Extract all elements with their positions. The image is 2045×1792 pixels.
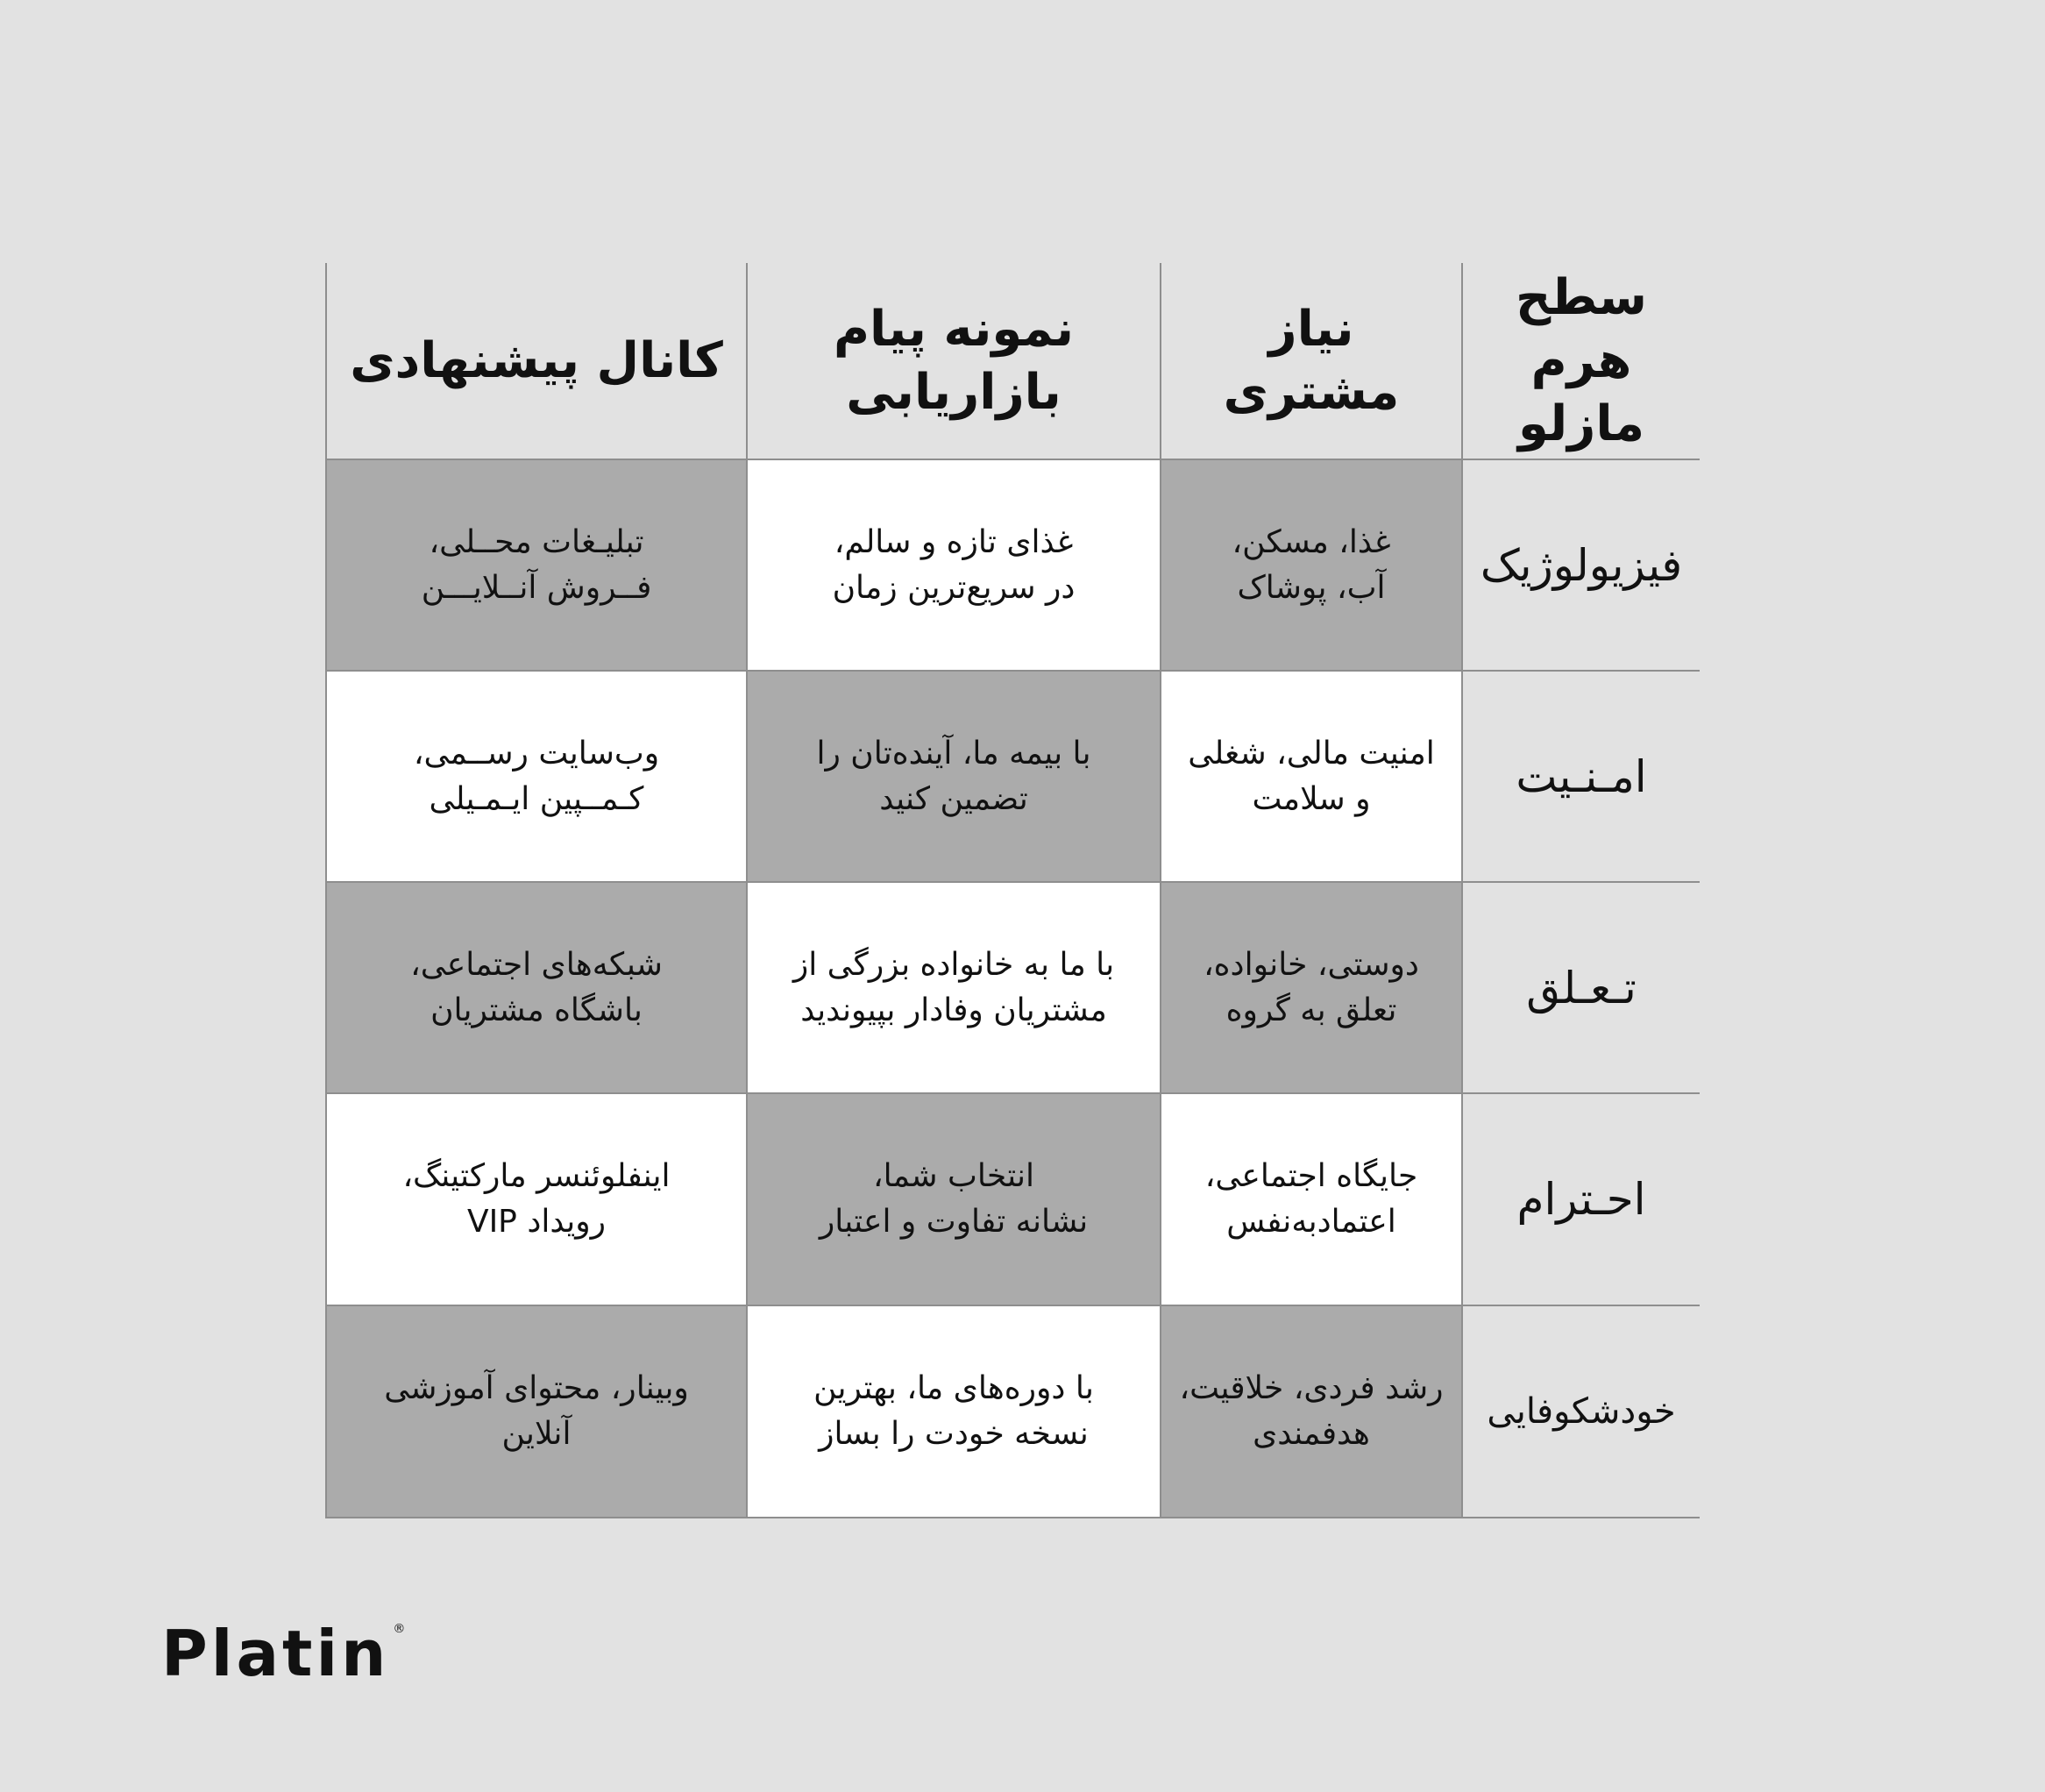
logo-text: Platin [161,1617,390,1690]
row-3-channel: شبکه‌های اجتماعی، باشگاه مشتریان [325,883,746,1094]
platin-logo [161,1618,405,1689]
row-2-need: امنیت مالی، شغلی و سلامت [1160,672,1461,883]
row-4-level: احـترام [1461,1094,1700,1306]
header-channel: کانال پیشنهادی [325,263,746,460]
maslow-marketing-table [325,263,1700,1518]
row-4-message: انتخاب شما، نشانه تفاوت و اعتبار [746,1094,1160,1306]
row-5-need: رشد فردی، خلاقیت، هدفمندی [1160,1306,1461,1518]
header-message: نمونه پیام بازاریابی [746,263,1160,460]
row-2-message: با بیمه ما، آینده‌تان را تضمین کنید [746,672,1160,883]
row-4-channel: اینفلوئنسر مارکتینگ، رویداد VIP [325,1094,746,1306]
registered-mark-icon: ® [393,1622,406,1636]
row-1-level: فیزیولوژیک [1461,460,1700,672]
row-2-channel: وب‌سایت رســمی، کـمــپین ایـمـیلی [325,672,746,883]
row-3-level: تـعـلق [1461,883,1700,1094]
row-1-channel: تبلیـغات محــلی، فــروش آنــلایـــن [325,460,746,672]
row-5-level: خودشکوفایی [1461,1306,1700,1518]
row-3-message: با ما به خانواده بزرگی از مشتریان وفادار بپیوندید [746,883,1160,1094]
header-need: نیاز مشتری [1160,263,1461,460]
row-1-message: غذای تازه و سالم، در سریع‌ترین زمان [746,460,1160,672]
row-1-need: غذا، مسکن، آب، پوشاک [1160,460,1461,672]
row-2-level: امـنـیت [1461,672,1700,883]
row-5-channel: وبینار، محتوای آموزشی آنلاین [325,1306,746,1518]
row-5-message: با دوره‌های ما، بهترین نسخه خودت را بساز [746,1306,1160,1518]
row-4-need: جایگاه اجتماعی، اعتمادبه‌نفس [1160,1094,1461,1306]
header-level: سطح هرم مازلو [1461,263,1700,460]
row-3-need: دوستی، خانواده، تعلق به گروه [1160,883,1461,1094]
